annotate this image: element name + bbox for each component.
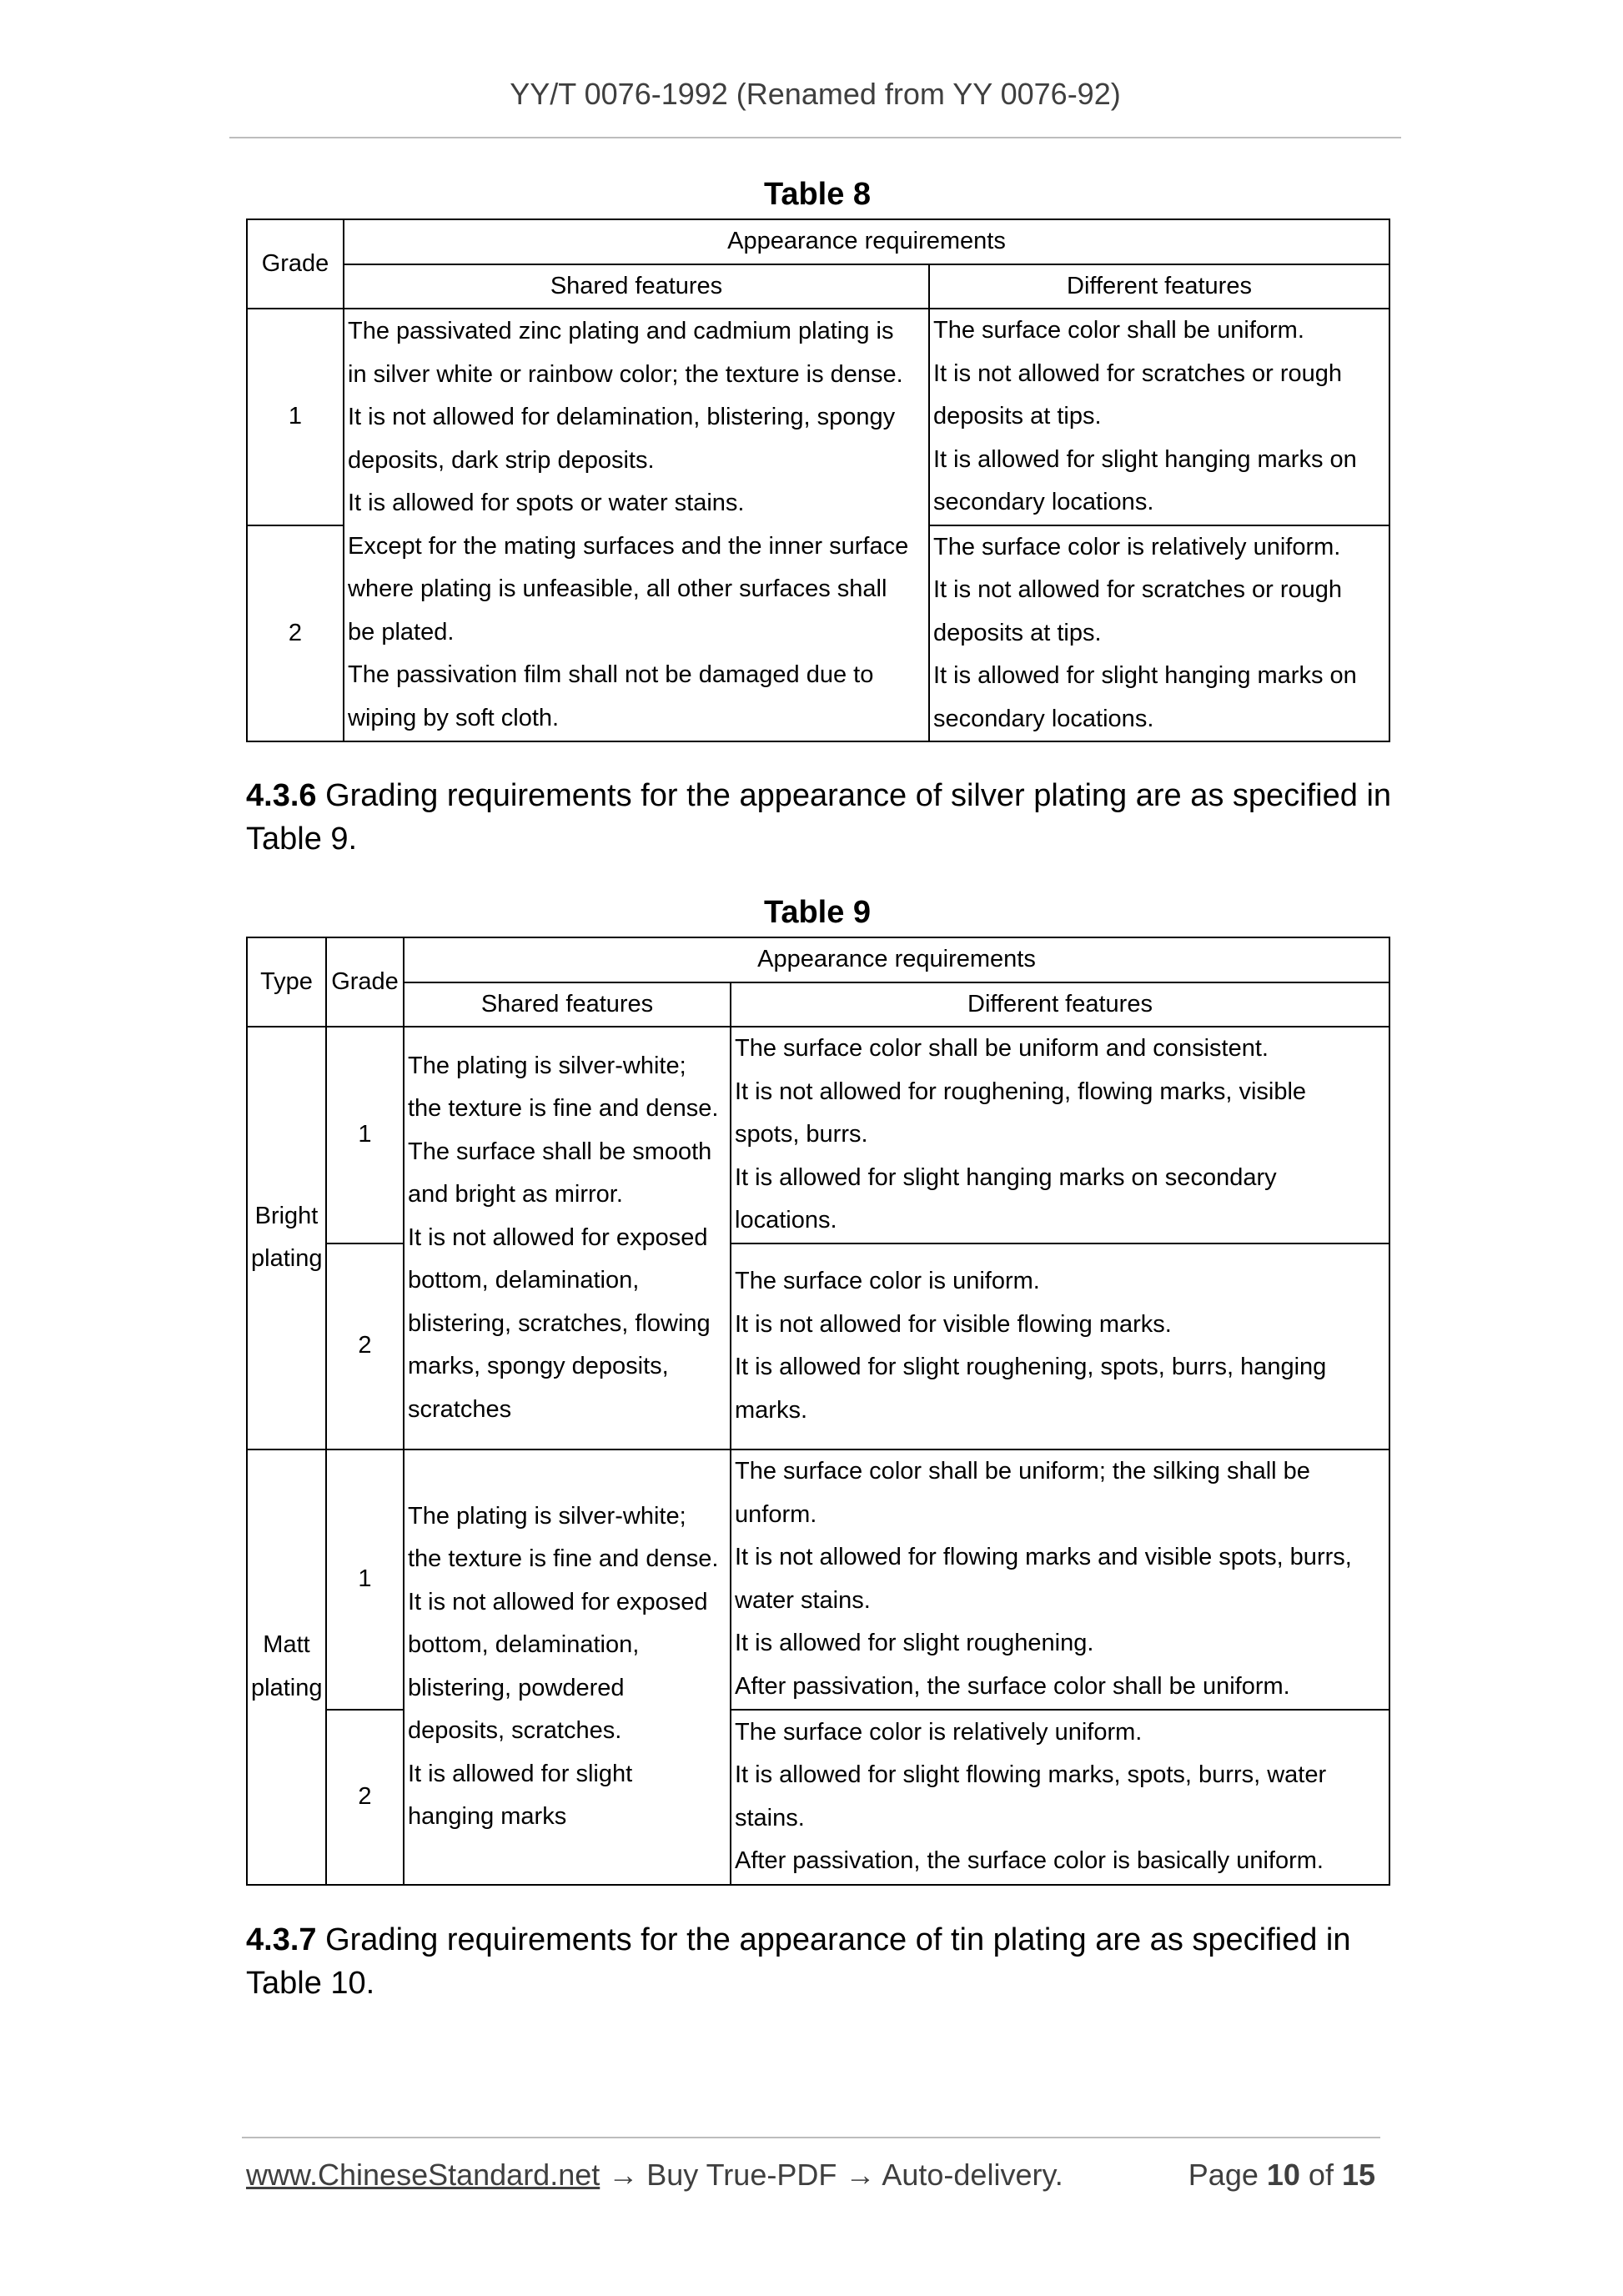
type-line: Matt xyxy=(263,1631,310,1658)
table-8 xyxy=(246,219,1390,742)
different-line: It is not allowed for roughening, flowing marks, visible xyxy=(735,1078,1307,1105)
different-line: It is not allowed for scratches or rough xyxy=(933,576,1343,603)
shared-line: It is not allowed for exposed xyxy=(408,1588,708,1615)
grade-cell: 2 xyxy=(326,1243,404,1449)
type-header: Type xyxy=(247,937,326,1027)
different-line: It is allowed for slight roughening. xyxy=(735,1630,1094,1656)
shared-line: blistering, scratches, flowing xyxy=(408,1309,711,1337)
grade-cell: 1 xyxy=(247,309,344,525)
shared-line: deposits, scratches. xyxy=(408,1717,622,1744)
buy-pdf-text: Buy True-PDF xyxy=(646,2158,837,2192)
shared-line: The surface shall be smooth xyxy=(408,1138,712,1165)
grade-header: Grade xyxy=(326,937,404,1027)
shared-line: in silver white or rainbow color; the texture is dense. xyxy=(348,360,903,388)
type-line: plating xyxy=(251,1674,323,1701)
page-number: 10 xyxy=(1266,2158,1300,2192)
different-line: It is allowed for slight hanging marks on xyxy=(933,662,1357,689)
different-line: It is allowed for slight hanging marks on xyxy=(933,445,1357,473)
different-line: It is not allowed for scratches or rough xyxy=(933,359,1343,387)
different-line: unform. xyxy=(735,1500,817,1528)
footer-links xyxy=(246,2158,1063,2193)
shared-line: the texture is fine and dense. xyxy=(408,1545,719,1572)
page-header: YY/T 0076-1992 (Renamed from YY 0076-92) xyxy=(510,77,1121,111)
different-line: secondary locations. xyxy=(933,489,1154,515)
grade-cell: 1 xyxy=(326,1449,404,1710)
clause-text: Grading requirements for the appearance of tin plating are as specified in Table 10. xyxy=(246,1922,1351,2001)
auto-delivery-text: Auto-delivery. xyxy=(882,2158,1063,2192)
type-line: plating xyxy=(251,1245,323,1273)
shared-line: deposits, dark strip deposits. xyxy=(348,446,655,474)
shared-features-header: Shared features xyxy=(404,982,731,1027)
different-line: locations. xyxy=(735,1207,837,1233)
arrow-icon: → xyxy=(837,2158,882,2192)
different-features-cell xyxy=(929,525,1389,742)
different-line: The surface color shall be uniform. xyxy=(933,317,1304,344)
shared-line: wiping by soft cloth. xyxy=(348,704,560,731)
different-line: The surface color is relatively uniform. xyxy=(933,533,1341,560)
footer-divider xyxy=(242,2137,1380,2138)
different-line: It is allowed for slight roughening, spots, burrs, hanging xyxy=(735,1354,1327,1380)
shared-line: be plated. xyxy=(348,618,455,646)
shared-line: bottom, delamination, xyxy=(408,1631,640,1658)
shared-line: It is not allowed for delamination, blistering, spongy xyxy=(348,404,896,430)
different-line: water stains. xyxy=(735,1586,871,1614)
shared-line: bottom, delamination, xyxy=(408,1267,640,1294)
arrow-icon: → xyxy=(600,2158,647,2192)
grade-header: Grade xyxy=(247,219,344,309)
website-link[interactable]: www.ChineseStandard.net xyxy=(246,2158,600,2192)
different-line: It is not allowed for visible flowing marks. xyxy=(735,1310,1172,1338)
different-line: marks. xyxy=(735,1396,807,1424)
shared-features-cell xyxy=(404,1449,731,1885)
different-features-cell xyxy=(731,1710,1389,1885)
different-line: It is allowed for slight flowing marks, spots, burrs, water xyxy=(735,1761,1327,1788)
different-line: It is allowed for slight hanging marks on secondary xyxy=(735,1163,1277,1191)
type-cell-bright xyxy=(247,1027,326,1449)
page-total: 15 xyxy=(1341,2158,1375,2192)
different-line: spots, burrs. xyxy=(735,1121,868,1148)
shared-line: scratches xyxy=(408,1395,512,1423)
different-line: deposits at tips. xyxy=(933,403,1102,430)
appearance-header: Appearance requirements xyxy=(404,937,1389,982)
different-features-cell xyxy=(731,1027,1389,1243)
shared-features-cell xyxy=(404,1027,731,1449)
shared-line: and bright as mirror. xyxy=(408,1181,623,1208)
clause-4-3-7 xyxy=(246,1918,1393,2005)
clause-number: 4.3.6 xyxy=(246,778,317,813)
shared-line: It is allowed for slight xyxy=(408,1760,633,1787)
shared-line: The passivated zinc plating and cadmium plating is xyxy=(348,318,894,344)
shared-features-cell xyxy=(344,309,929,741)
table-9-caption: Table 9 xyxy=(763,895,872,930)
different-features-header: Different features xyxy=(929,264,1389,309)
table-8-caption: Table 8 xyxy=(763,177,872,212)
different-features-cell xyxy=(731,1243,1389,1449)
different-line: stains. xyxy=(735,1804,805,1831)
different-line: secondary locations. xyxy=(933,705,1154,732)
grade-cell: 2 xyxy=(247,525,344,742)
shared-line: The plating is silver-white; xyxy=(408,1052,686,1079)
grade-cell: 2 xyxy=(326,1710,404,1885)
different-line: After passivation, the surface color is basically uniform. xyxy=(735,1847,1324,1874)
header-divider xyxy=(229,137,1401,138)
different-features-cell xyxy=(731,1449,1389,1710)
shared-line: marks, spongy deposits, xyxy=(408,1353,669,1379)
different-line: The surface color shall be uniform; the silking shall be xyxy=(735,1458,1310,1485)
different-line: The surface color is relatively uniform. xyxy=(735,1718,1143,1746)
type-line: Bright xyxy=(254,1202,319,1229)
different-line: It is not allowed for flowing marks and visible spots, burrs, xyxy=(735,1544,1352,1570)
of-label: of xyxy=(1299,2158,1342,2192)
different-line: The surface color is uniform. xyxy=(735,1268,1040,1294)
different-features-cell xyxy=(929,309,1389,525)
appearance-header: Appearance requirements xyxy=(344,219,1389,264)
different-line: After passivation, the surface color shall be uniform. xyxy=(735,1672,1290,1700)
shared-line: Except for the mating surfaces and the inner surface xyxy=(348,532,909,560)
different-features-header: Different features xyxy=(731,982,1389,1027)
shared-line: The passivation film shall not be damaged due to xyxy=(348,661,874,688)
different-line: The surface color shall be uniform and consistent. xyxy=(735,1035,1269,1062)
shared-line: hanging marks xyxy=(408,1803,567,1830)
page-label: Page xyxy=(1188,2158,1267,2192)
shared-line: It is not allowed for exposed xyxy=(408,1223,708,1251)
table-9 xyxy=(246,937,1390,1886)
grade-cell: 1 xyxy=(326,1027,404,1243)
page-indicator xyxy=(1188,2158,1375,2193)
different-line: deposits at tips. xyxy=(933,619,1102,646)
clause-number: 4.3.7 xyxy=(246,1922,317,1957)
shared-line: The plating is silver-white; xyxy=(408,1502,686,1530)
shared-line: the texture is fine and dense. xyxy=(408,1095,719,1122)
shared-line: It is allowed for spots or water stains. xyxy=(348,490,745,516)
type-cell-matt xyxy=(247,1449,326,1885)
clause-4-3-6 xyxy=(246,774,1393,861)
shared-line: where plating is unfeasible, all other surfaces shall xyxy=(348,575,887,602)
shared-line: blistering, powdered xyxy=(408,1674,625,1701)
clause-text: Grading requirements for the appearance of silver plating are as specified in Table 9. xyxy=(246,778,1392,857)
shared-features-header: Shared features xyxy=(344,264,929,309)
